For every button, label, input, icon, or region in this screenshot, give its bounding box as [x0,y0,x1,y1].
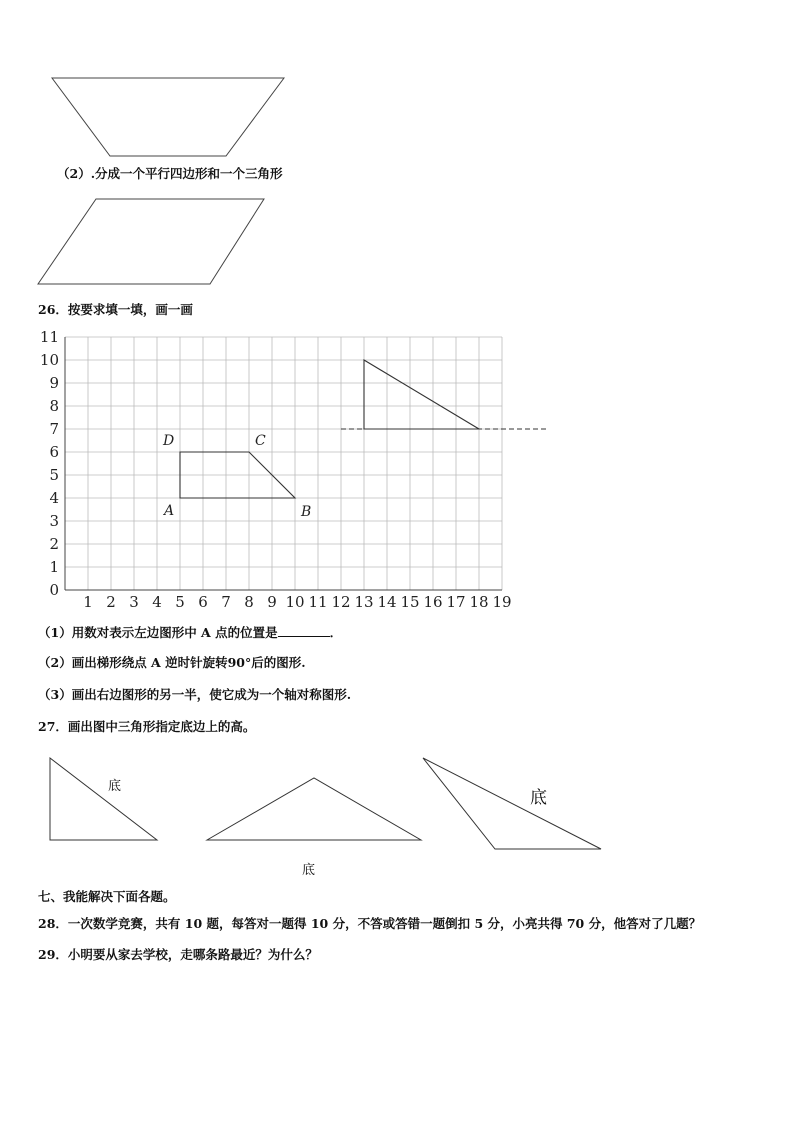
x-tick-label: 13 [354,593,374,611]
obtuse-triangle [207,778,421,840]
x-tick-label: 18 [469,593,489,611]
x-tick-label: 16 [423,593,443,611]
section7-title: 七、我能解决下面各题。 [38,889,176,904]
y-tick-label: 8 [49,397,59,415]
q26-sub1-end: ． [329,625,343,640]
base-label-1: 底 [108,779,122,794]
trapezoid-figure [40,70,300,165]
y-tick-label: 0 [49,581,59,599]
label-b: B [301,504,312,520]
half-triangle [364,360,479,429]
y-tick-label: 1 [49,558,59,576]
x-tick-label: 4 [152,593,162,611]
right-triangle [50,758,157,840]
label-c: C [255,433,266,449]
q28-text: 28．一次数学竞赛，共有 10 题，每答对一题得 10 分，不答或答错一题倒扣 5 分，小亮共得 70 分，他答对了几题？ [38,916,702,931]
coordinate-grid [0,320,794,620]
x-tick-label: 7 [221,593,231,611]
x-tick-label: 11 [308,593,328,611]
slanted-triangle [423,758,601,849]
q27-title: 27．画出图中三角形指定底边上的高。 [38,719,256,734]
q26-title: 26．按要求填一填，画一画 [38,302,193,317]
label-d: D [163,433,175,449]
label-a: A [164,503,175,519]
x-tick-label: 17 [446,593,466,611]
answer-blank[interactable] [278,624,330,637]
y-tick-label: 7 [49,420,59,438]
x-tick-label: 2 [106,593,116,611]
x-tick-label: 8 [244,593,254,611]
y-tick-label: 10 [39,351,59,369]
y-tick-label: 5 [49,466,59,484]
base-label-2: 底 [302,863,316,878]
q26-sub1 [38,624,342,641]
x-tick-label: 10 [285,593,305,611]
y-tick-label: 9 [49,374,59,392]
q25-part2-text: （2）.分成一个平行四边形和一个三角形 [57,166,283,181]
x-tick-label: 9 [267,593,277,611]
y-tick-label: 11 [39,328,59,346]
y-tick-label: 2 [49,535,59,553]
q27-triangles [0,740,794,880]
base-label-3: 底 [530,788,547,808]
q26-sub3: （3）画出右边图形的另一半，使它成为一个轴对称图形. [38,687,352,702]
x-tick-label: 12 [331,593,351,611]
x-tick-label: 1 [83,593,93,611]
y-tick-label: 3 [49,512,59,530]
x-tick-label: 14 [377,593,397,611]
y-tick-label: 6 [49,443,59,461]
x-tick-label: 15 [400,593,420,611]
q29-text: 29．小明要从家去学校，走哪条路最近？为什么？ [38,947,318,962]
x-tick-label: 3 [129,593,139,611]
q26-sub1-text: （1）用数对表示左边图形中 A 点的位置是 [38,625,278,640]
x-tick-label: 6 [198,593,208,611]
y-tick-label: 4 [49,489,59,507]
parallelogram-figure [30,192,275,290]
q26-sub2: （2）画出梯形绕点 A 逆时针旋转90°后的图形. [38,655,306,670]
x-tick-label: 5 [175,593,185,611]
x-tick-label: 19 [492,593,512,611]
